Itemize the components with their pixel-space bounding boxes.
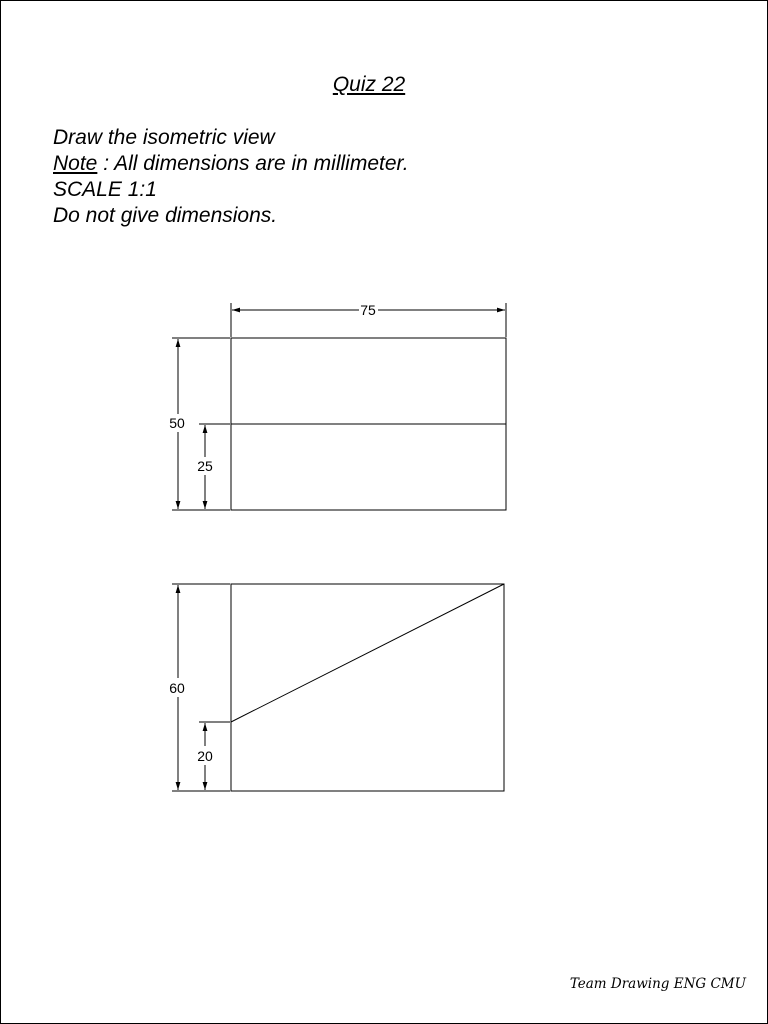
note-label: Note <box>53 152 98 175</box>
front-view-slope-line <box>231 584 504 722</box>
top-view <box>172 303 506 510</box>
instruction-draw: Draw the isometric view <box>53 126 275 149</box>
front-view <box>172 584 504 791</box>
dim-label-50: 50 <box>169 415 185 431</box>
instruction-scale: SCALE 1:1 <box>53 178 157 201</box>
dim-label-75: 75 <box>360 302 376 318</box>
dim-label-60: 60 <box>169 680 185 696</box>
quiz-title: Quiz 22 <box>332 73 406 96</box>
dim-label-20: 20 <box>197 748 213 764</box>
instruction-no-dimensions: Do not give dimensions. <box>53 204 278 227</box>
dim-label-25: 25 <box>197 458 213 474</box>
note-text: : All dimensions are in millimeter. <box>97 152 409 175</box>
footer-credit: Team Drawing ENG CMU <box>569 976 746 992</box>
front-view-outline <box>231 584 504 791</box>
